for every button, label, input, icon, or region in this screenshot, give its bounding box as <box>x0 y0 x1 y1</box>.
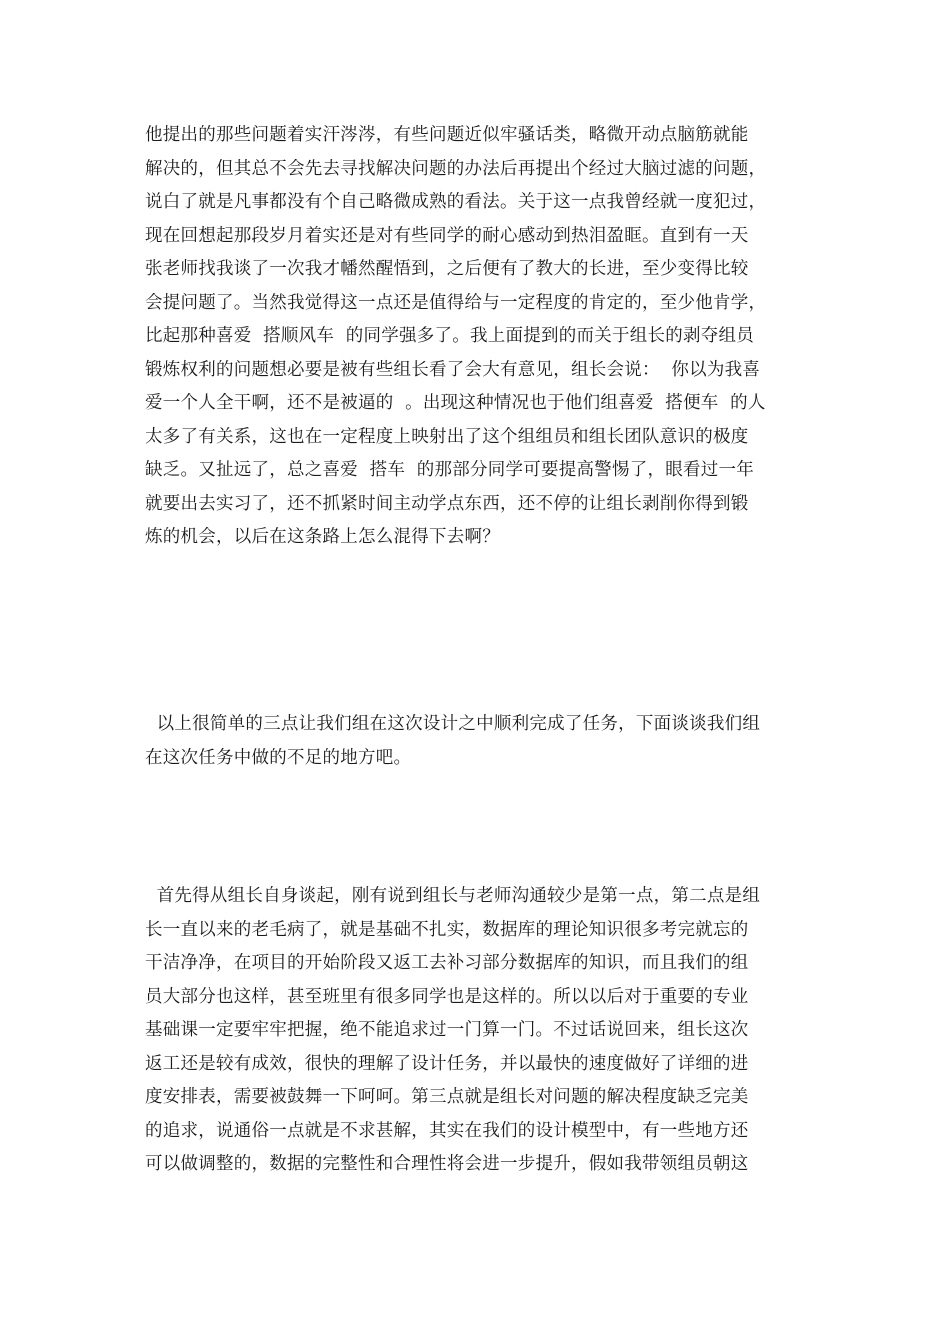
text-line: 锻炼权利的问题想必要是被有些组长看了会大有意见，组长会说： 你以为我喜 <box>145 359 761 380</box>
text-line: 炼的机会，以后在这条路上怎么混得下去啊？ <box>145 527 500 547</box>
text-line: 以上很简单的三点让我们组在这次设计之中顺利完成了任务，下面谈谈我们组 <box>145 714 761 734</box>
text-line: 在这次任务中做的不足的地方吧。 <box>145 747 412 768</box>
text-line: 解决的，但其总不会先去寻找解决问题的办法后再提出个经过大脑过滤的问题， <box>145 158 767 179</box>
text-line: 缺乏。又扯远了，总之喜爱 搭车 的那部分同学可要提高警惕了，眼看过一年 <box>145 460 754 480</box>
paragraph-3 <box>145 880 815 1182</box>
text-line: 基础课一定要牢牢把握，绝不能追求过一门算一门。不过话说回来，组长这次 <box>145 1020 749 1040</box>
text-line: 太多了有关系，这也在一定程度上映射出了这个组组员和组长团队意识的极度 <box>145 426 749 447</box>
text-line: 张老师找我谈了一次我才幡然醒悟到，之后便有了教大的长进，至少变得比较 <box>145 259 749 279</box>
paragraph-2 <box>145 708 815 775</box>
text-line: 首先得从组长自身谈起，刚有说到组长与老师沟通较少是第一点，第二点是组 <box>145 886 761 906</box>
text-line: 就要出去实习了，还不抓紧时间主动学点东西，还不停的让组长剥削你得到锻 <box>145 493 749 514</box>
text-line: 比起那种喜爱 搭顺风车 的同学强多了。我上面提到的而关于组长的剥夺组员 <box>145 326 754 346</box>
text-line: 干洁净净，在项目的开始阶段又返工去补习部分数据库的知识，而且我们的组 <box>145 953 749 973</box>
text-line: 他提出的那些问题着实汗涔涔，有些问题近似牢骚话类，略微开动点脑筋就能 <box>145 125 749 145</box>
text-line: 返工还是较有成效，很快的理解了设计任务，并以最快的速度做好了详细的进 <box>145 1053 749 1074</box>
text-line: 会提问题了。当然我觉得这一点还是值得给与一定程度的肯定的，至少他肯学， <box>145 292 767 313</box>
text-line: 说白了就是凡事都没有个自己略微成熟的看法。关于这一点我曾经就一度犯过， <box>145 192 767 212</box>
text-line: 可以做调整的，数据的完整性和合理性将会进一步提升，假如我带领组员朝这 <box>145 1154 749 1174</box>
text-line: 现在回想起那段岁月着实还是对有些同学的耐心感动到热泪盈眶。直到有一天 <box>145 225 749 246</box>
text-line: 的追求，说通俗一点就是不求甚解，其实在我们的设计模型中，有一些地方还 <box>145 1120 749 1141</box>
text-line: 爱一个人全干啊，还不是被逼的 。出现这种情况也于他们组喜爱 搭便车 的人 <box>145 393 766 413</box>
paragraph-1 <box>145 119 815 555</box>
text-line: 员大部分也这样，甚至班里有很多同学也是这样的。所以以后对于重要的专业 <box>145 986 749 1007</box>
text-line: 长一直以来的老毛病了，就是基础不扎实，数据库的理论知识很多考完就忘的 <box>145 919 749 940</box>
text-line: 度安排表，需要被鼓舞一下呵呵。第三点就是组长对问题的解决程度缺乏完美 <box>145 1087 749 1107</box>
